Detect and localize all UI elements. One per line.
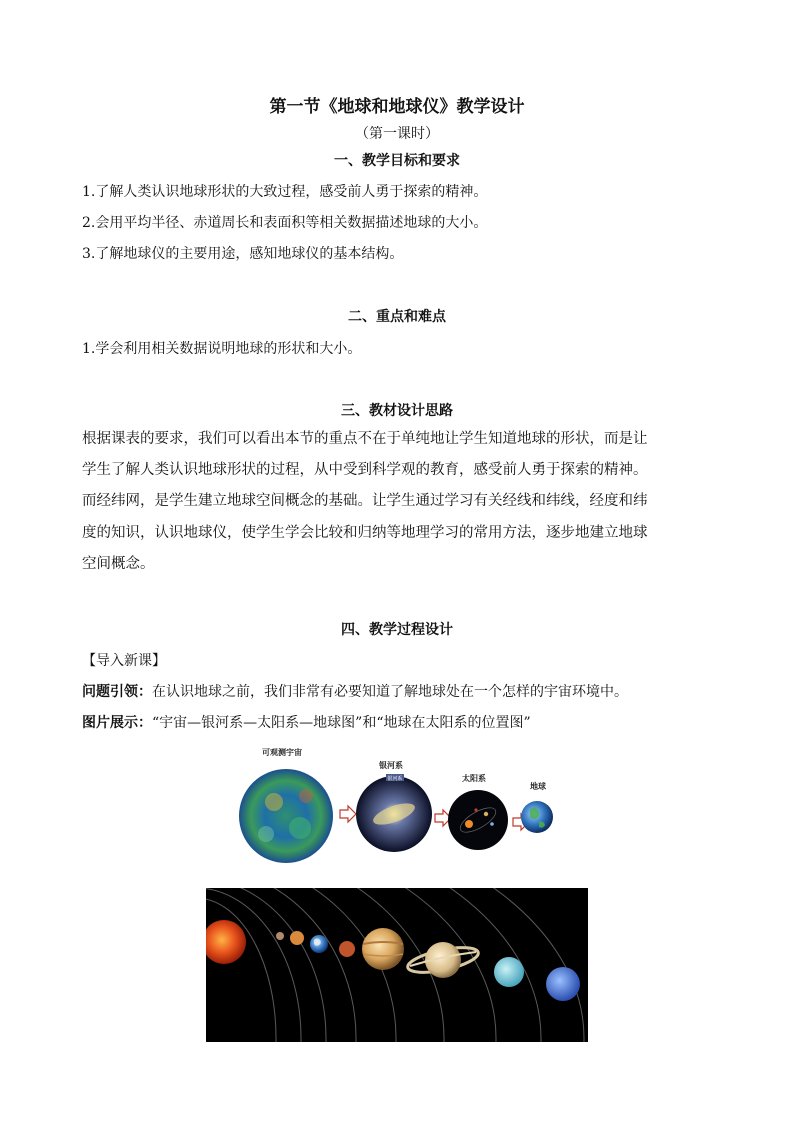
question-line [82, 681, 628, 701]
observable-universe-image [239, 769, 333, 863]
paragraph-line: 度的知识，认识地球仪，使学生学会比较和归纳等地理学习的常用方法，逐步地建立地球 [82, 524, 648, 541]
neptune [546, 967, 580, 1001]
mars [339, 941, 355, 957]
arrow-icon [340, 806, 356, 822]
intro-bracket-label: 【导入新课】 [82, 653, 166, 669]
paragraph-line: 学生了解人类认识地球形状的过程，从中受到科学观的教育，感受前人勇于探索的精神。 [82, 462, 648, 479]
key-point-item-1: 1.学会利用相关数据说明地球的形状和大小。 [82, 341, 362, 357]
design-ideas-paragraph [82, 424, 714, 580]
picture-text: “宇宙—银河系—太阳系—地球图”和“地球在太阳系的位置图” [152, 715, 531, 731]
question-label: 问题引领： [82, 684, 152, 700]
section-heading-process: 四、教学过程设计 [341, 622, 453, 638]
jupiter [362, 928, 404, 970]
label-milky-way: 银河系 [379, 761, 403, 770]
uranus [494, 957, 524, 987]
document-title: 第一节《地球和地球仪》教学设计 [269, 97, 525, 117]
picture-label: 图片展示： [82, 715, 152, 731]
label-milky-way-small: 银河系 [387, 776, 403, 782]
paragraph-line: 而经纬网，是学生建立地球空间概念的基础。让学生通过学习有关经线和纬线，经度和纬 [82, 493, 648, 510]
document-subtitle: （第一课时） [355, 126, 439, 142]
label-observable-universe: 可观测宇宙 [262, 748, 302, 757]
section-heading-objectives: 一、教学目标和要求 [334, 153, 460, 169]
solar-system-image [448, 790, 508, 850]
label-earth: 地球 [530, 782, 546, 791]
paragraph-line: 空间概念。 [82, 555, 155, 572]
objective-item-1: 1.了解人类认识地球形状的大致过程，感受前人勇于探索的精神。 [82, 184, 488, 200]
section-heading-key-points: 二、重点和难点 [348, 309, 446, 325]
section-heading-design-ideas: 三、教材设计思路 [341, 403, 453, 419]
venus [290, 931, 304, 945]
solar-system-position-figure [206, 888, 588, 1042]
mercury [276, 932, 284, 940]
paragraph-line: 根据课表的要求，我们可以看出本节的重点不在于单纯地让学生知道地球的形状，而是让 [82, 431, 648, 447]
objective-item-2: 2.会用平均半径、赤道周长和表面积等相关数据描述地球的大小。 [82, 215, 488, 231]
objective-item-3: 3.了解地球仪的主要用途，感知地球仪的基本结构。 [82, 246, 404, 262]
label-solar-system: 太阳系 [462, 774, 486, 783]
universe-to-earth-figure [236, 744, 558, 874]
picture-line [82, 712, 531, 732]
question-text: 在认识地球之前，我们非常有必要知道了解地球处在一个怎样的宇宙环境中。 [152, 684, 628, 700]
space-background [206, 888, 588, 1042]
